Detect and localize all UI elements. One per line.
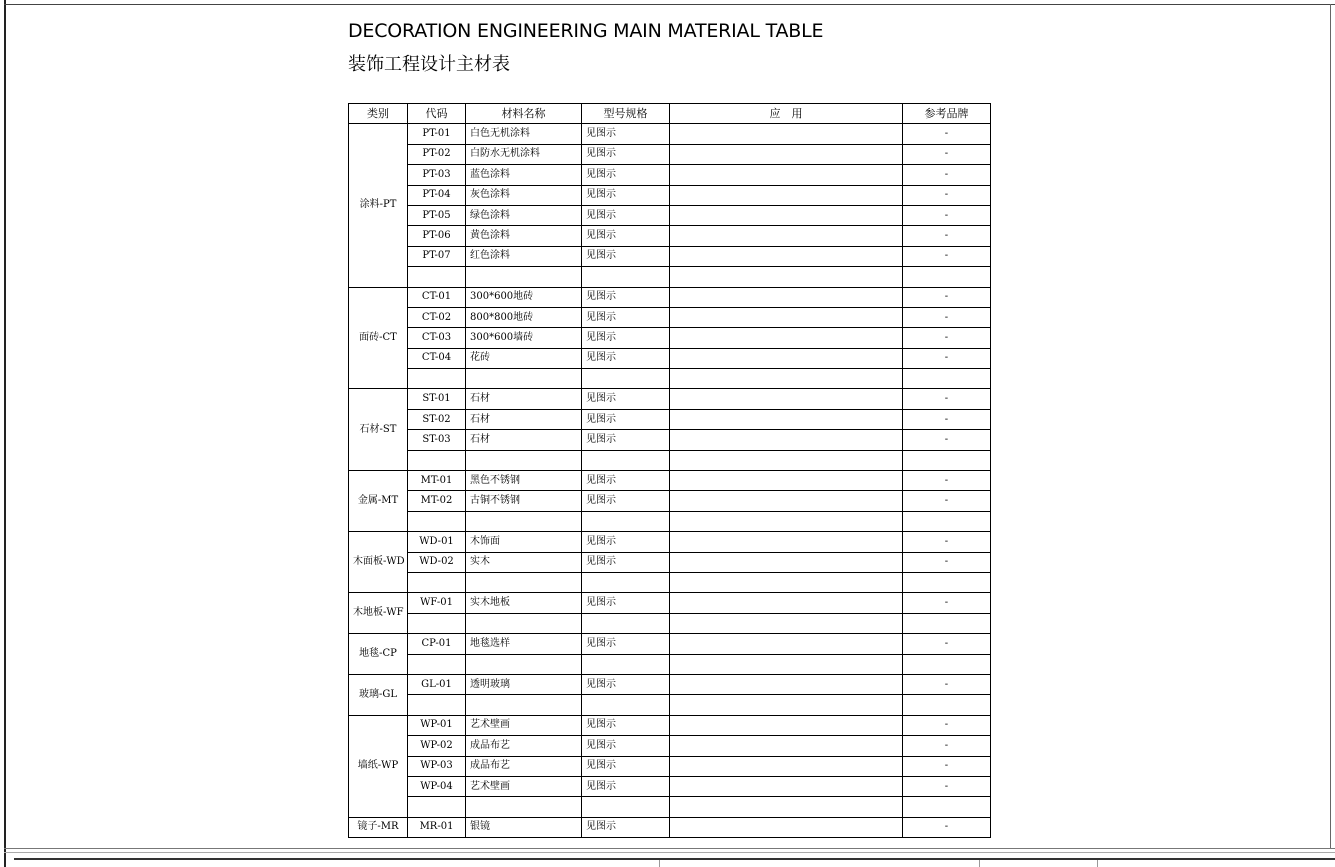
- application-cell: [670, 267, 903, 287]
- code-cell: [408, 695, 466, 715]
- brand-cell: -: [903, 205, 991, 225]
- code-cell: [408, 613, 466, 633]
- table-header-row: [349, 104, 991, 124]
- brand-cell: -: [903, 674, 991, 694]
- brand-cell: [903, 695, 991, 715]
- drawing-frame-left: [4, 0, 6, 867]
- table-row: [349, 552, 991, 572]
- table-row: [349, 634, 991, 654]
- spec-cell: [582, 613, 670, 633]
- table-row: [349, 736, 991, 756]
- application-cell: [670, 348, 903, 368]
- brand-cell: -: [903, 389, 991, 409]
- code-cell: [408, 369, 466, 389]
- code-cell: ST-01: [408, 389, 466, 409]
- code-cell: ST-02: [408, 409, 466, 429]
- application-cell: [670, 654, 903, 674]
- material-name-cell: 800*800地砖: [466, 307, 582, 327]
- brand-cell: [903, 369, 991, 389]
- application-cell: [670, 409, 903, 429]
- spec-cell: 见图示: [582, 776, 670, 796]
- code-cell: [408, 654, 466, 674]
- brand-cell: [903, 613, 991, 633]
- material-name-cell: 灰色涂料: [466, 185, 582, 205]
- spec-cell: 见图示: [582, 471, 670, 491]
- brand-cell: -: [903, 124, 991, 144]
- application-cell: [670, 165, 903, 185]
- brand-cell: -: [903, 756, 991, 776]
- code-cell: WP-03: [408, 756, 466, 776]
- drawing-frame-bottom-inner: [4, 852, 1335, 853]
- material-name-cell: 300*600地砖: [466, 287, 582, 307]
- code-cell: CT-03: [408, 328, 466, 348]
- table-row: [349, 307, 991, 327]
- spec-cell: 见图示: [582, 634, 670, 654]
- code-cell: PT-03: [408, 165, 466, 185]
- material-name-cell: 实木地板: [466, 593, 582, 613]
- code-cell: GL-01: [408, 674, 466, 694]
- material-name-cell: [466, 369, 582, 389]
- code-cell: MR-01: [408, 817, 466, 837]
- spec-cell: [582, 654, 670, 674]
- brand-cell: -: [903, 471, 991, 491]
- code-cell: MT-02: [408, 491, 466, 511]
- application-cell: [670, 144, 903, 164]
- material-name-cell: 白色无机涂料: [466, 124, 582, 144]
- spec-cell: [582, 511, 670, 531]
- material-name-cell: 300*600墙砖: [466, 328, 582, 348]
- material-name-cell: 地毯选样: [466, 634, 582, 654]
- material-name-cell: 透明玻璃: [466, 674, 582, 694]
- material-name-cell: 艺术壁画: [466, 715, 582, 735]
- material-name-cell: [466, 267, 582, 287]
- brand-cell: -: [903, 736, 991, 756]
- material-name-cell: [466, 613, 582, 633]
- table-row: [349, 205, 991, 225]
- spec-cell: 见图示: [582, 144, 670, 164]
- category-cell: 涂料-PT: [349, 124, 408, 287]
- table-row: [349, 185, 991, 205]
- code-cell: WP-02: [408, 736, 466, 756]
- material-name-cell: 石材: [466, 409, 582, 429]
- spec-cell: [582, 797, 670, 817]
- table-row: [349, 369, 991, 389]
- application-cell: [670, 124, 903, 144]
- table-row: [349, 572, 991, 592]
- material-name-cell: 成品布艺: [466, 756, 582, 776]
- material-name-cell: 石材: [466, 389, 582, 409]
- brand-cell: -: [903, 246, 991, 266]
- table-row: [349, 593, 991, 613]
- material-name-cell: [466, 572, 582, 592]
- table-row: [349, 328, 991, 348]
- application-cell: [670, 246, 903, 266]
- application-cell: [670, 511, 903, 531]
- table-row: [349, 491, 991, 511]
- application-cell: [670, 307, 903, 327]
- category-cell: 镜子-MR: [349, 817, 408, 837]
- spec-cell: 见图示: [582, 491, 670, 511]
- code-cell: WP-04: [408, 776, 466, 796]
- category-cell: 木地板-WF: [349, 593, 408, 634]
- table-row: [349, 776, 991, 796]
- material-table: [348, 103, 991, 838]
- category-cell: 玻璃-GL: [349, 674, 408, 715]
- application-cell: [670, 797, 903, 817]
- drawing-frame-bottom: [4, 848, 1335, 849]
- spec-cell: 见图示: [582, 389, 670, 409]
- spec-cell: 见图示: [582, 226, 670, 246]
- application-cell: [670, 593, 903, 613]
- table-row: [349, 511, 991, 531]
- spec-cell: 见图示: [582, 593, 670, 613]
- header-reference-brand: 参考品牌: [903, 104, 991, 124]
- brand-cell: -: [903, 165, 991, 185]
- code-cell: WF-01: [408, 593, 466, 613]
- spec-cell: 见图示: [582, 307, 670, 327]
- application-cell: [670, 471, 903, 491]
- spec-cell: 见图示: [582, 328, 670, 348]
- application-cell: [670, 715, 903, 735]
- code-cell: PT-01: [408, 124, 466, 144]
- table-row: [349, 165, 991, 185]
- header-material-name: 材料名称: [466, 104, 582, 124]
- brand-cell: -: [903, 144, 991, 164]
- material-name-cell: 银镜: [466, 817, 582, 837]
- material-name-cell: 花砖: [466, 348, 582, 368]
- code-cell: ST-03: [408, 430, 466, 450]
- code-cell: CT-04: [408, 348, 466, 368]
- code-cell: PT-04: [408, 185, 466, 205]
- page-title-english: DECORATION ENGINEERING MAIN MATERIAL TABLE: [348, 20, 824, 42]
- code-cell: CT-01: [408, 287, 466, 307]
- table-row: [349, 409, 991, 429]
- code-cell: [408, 797, 466, 817]
- brand-cell: [903, 797, 991, 817]
- material-name-cell: [466, 511, 582, 531]
- code-cell: PT-02: [408, 144, 466, 164]
- brand-cell: [903, 267, 991, 287]
- code-cell: WP-01: [408, 715, 466, 735]
- spec-cell: [582, 695, 670, 715]
- application-cell: [670, 695, 903, 715]
- table-body: [349, 124, 991, 838]
- drawing-frame-top: [4, 4, 1335, 5]
- header-category: 类别: [349, 104, 408, 124]
- brand-cell: -: [903, 430, 991, 450]
- application-cell: [670, 491, 903, 511]
- title-block-divider: [1097, 860, 1098, 867]
- brand-cell: -: [903, 593, 991, 613]
- application-cell: [670, 205, 903, 225]
- code-cell: [408, 511, 466, 531]
- code-cell: WD-02: [408, 552, 466, 572]
- table-row: [349, 695, 991, 715]
- application-cell: [670, 756, 903, 776]
- brand-cell: -: [903, 409, 991, 429]
- table-row: [349, 817, 991, 837]
- material-name-cell: 艺术壁画: [466, 776, 582, 796]
- brand-cell: -: [903, 776, 991, 796]
- brand-cell: -: [903, 715, 991, 735]
- category-cell: 石材-ST: [349, 389, 408, 471]
- brand-cell: -: [903, 287, 991, 307]
- spec-cell: [582, 267, 670, 287]
- header-code: 代码: [408, 104, 466, 124]
- material-name-cell: [466, 450, 582, 470]
- table-row: [349, 267, 991, 287]
- brand-cell: -: [903, 348, 991, 368]
- table-row: [349, 471, 991, 491]
- brand-cell: [903, 572, 991, 592]
- spec-cell: 见图示: [582, 287, 670, 307]
- table-row: [349, 144, 991, 164]
- code-cell: [408, 572, 466, 592]
- material-name-cell: [466, 695, 582, 715]
- spec-cell: 见图示: [582, 205, 670, 225]
- material-name-cell: 绿色涂料: [466, 205, 582, 225]
- application-cell: [670, 776, 903, 796]
- header-application: 应 用: [670, 104, 903, 124]
- material-name-cell: 古铜不锈钢: [466, 491, 582, 511]
- table-row: [349, 654, 991, 674]
- code-cell: PT-05: [408, 205, 466, 225]
- brand-cell: -: [903, 307, 991, 327]
- application-cell: [670, 328, 903, 348]
- code-cell: [408, 450, 466, 470]
- spec-cell: 见图示: [582, 756, 670, 776]
- application-cell: [670, 430, 903, 450]
- spec-cell: [582, 572, 670, 592]
- category-cell: 墙纸-WP: [349, 715, 408, 817]
- brand-cell: [903, 654, 991, 674]
- category-cell: 面砖-CT: [349, 287, 408, 389]
- code-cell: PT-06: [408, 226, 466, 246]
- material-name-cell: [466, 654, 582, 674]
- application-cell: [670, 552, 903, 572]
- spec-cell: 见图示: [582, 246, 670, 266]
- material-name-cell: 蓝色涂料: [466, 165, 582, 185]
- page-title-chinese: 装饰工程设计主材表: [348, 54, 510, 75]
- application-cell: [670, 226, 903, 246]
- code-cell: MT-01: [408, 471, 466, 491]
- table-row: [349, 246, 991, 266]
- category-cell: 金属-MT: [349, 471, 408, 532]
- application-cell: [670, 613, 903, 633]
- spec-cell: 见图示: [582, 348, 670, 368]
- application-cell: [670, 817, 903, 837]
- table-row: [349, 124, 991, 144]
- code-cell: [408, 267, 466, 287]
- spec-cell: [582, 369, 670, 389]
- spec-cell: 见图示: [582, 124, 670, 144]
- spec-cell: 见图示: [582, 817, 670, 837]
- table-row: [349, 797, 991, 817]
- spec-cell: 见图示: [582, 736, 670, 756]
- spec-cell: 见图示: [582, 532, 670, 552]
- table-row: [349, 756, 991, 776]
- material-name-cell: 黑色不锈钢: [466, 471, 582, 491]
- material-name-cell: 木饰面: [466, 532, 582, 552]
- table-row: [349, 226, 991, 246]
- table-row: [349, 613, 991, 633]
- code-cell: CP-01: [408, 634, 466, 654]
- spec-cell: 见图示: [582, 552, 670, 572]
- material-name-cell: 石材: [466, 430, 582, 450]
- brand-cell: -: [903, 817, 991, 837]
- application-cell: [670, 674, 903, 694]
- table-row: [349, 287, 991, 307]
- table-row: [349, 450, 991, 470]
- title-block-top-line: [14, 858, 1335, 860]
- table-row: [349, 715, 991, 735]
- brand-cell: -: [903, 328, 991, 348]
- drawing-frame-right: [1330, 4, 1331, 849]
- spec-cell: 见图示: [582, 165, 670, 185]
- brand-cell: [903, 450, 991, 470]
- material-name-cell: 实木: [466, 552, 582, 572]
- header-model-spec: 型号规格: [582, 104, 670, 124]
- brand-cell: -: [903, 185, 991, 205]
- table-row: [349, 348, 991, 368]
- application-cell: [670, 185, 903, 205]
- code-cell: CT-02: [408, 307, 466, 327]
- application-cell: [670, 532, 903, 552]
- application-cell: [670, 369, 903, 389]
- table-row: [349, 430, 991, 450]
- material-name-cell: 黄色涂料: [466, 226, 582, 246]
- table-row: [349, 389, 991, 409]
- category-cell: 地毯-CP: [349, 634, 408, 675]
- brand-cell: -: [903, 491, 991, 511]
- application-cell: [670, 572, 903, 592]
- code-cell: PT-07: [408, 246, 466, 266]
- application-cell: [670, 450, 903, 470]
- application-cell: [670, 389, 903, 409]
- material-name-cell: [466, 797, 582, 817]
- spec-cell: [582, 450, 670, 470]
- code-cell: WD-01: [408, 532, 466, 552]
- brand-cell: [903, 511, 991, 531]
- spec-cell: 见图示: [582, 185, 670, 205]
- material-name-cell: 白防水无机涂料: [466, 144, 582, 164]
- material-name-cell: 红色涂料: [466, 246, 582, 266]
- table-row: [349, 532, 991, 552]
- table-row: [349, 674, 991, 694]
- spec-cell: 见图示: [582, 715, 670, 735]
- application-cell: [670, 287, 903, 307]
- category-cell: 木面板-WD: [349, 532, 408, 593]
- brand-cell: -: [903, 226, 991, 246]
- spec-cell: 见图示: [582, 674, 670, 694]
- brand-cell: -: [903, 634, 991, 654]
- title-block-divider: [659, 860, 660, 867]
- application-cell: [670, 736, 903, 756]
- brand-cell: -: [903, 532, 991, 552]
- brand-cell: -: [903, 552, 991, 572]
- title-block-divider: [979, 860, 980, 867]
- application-cell: [670, 634, 903, 654]
- spec-cell: 见图示: [582, 409, 670, 429]
- spec-cell: 见图示: [582, 430, 670, 450]
- material-name-cell: 成品布艺: [466, 736, 582, 756]
